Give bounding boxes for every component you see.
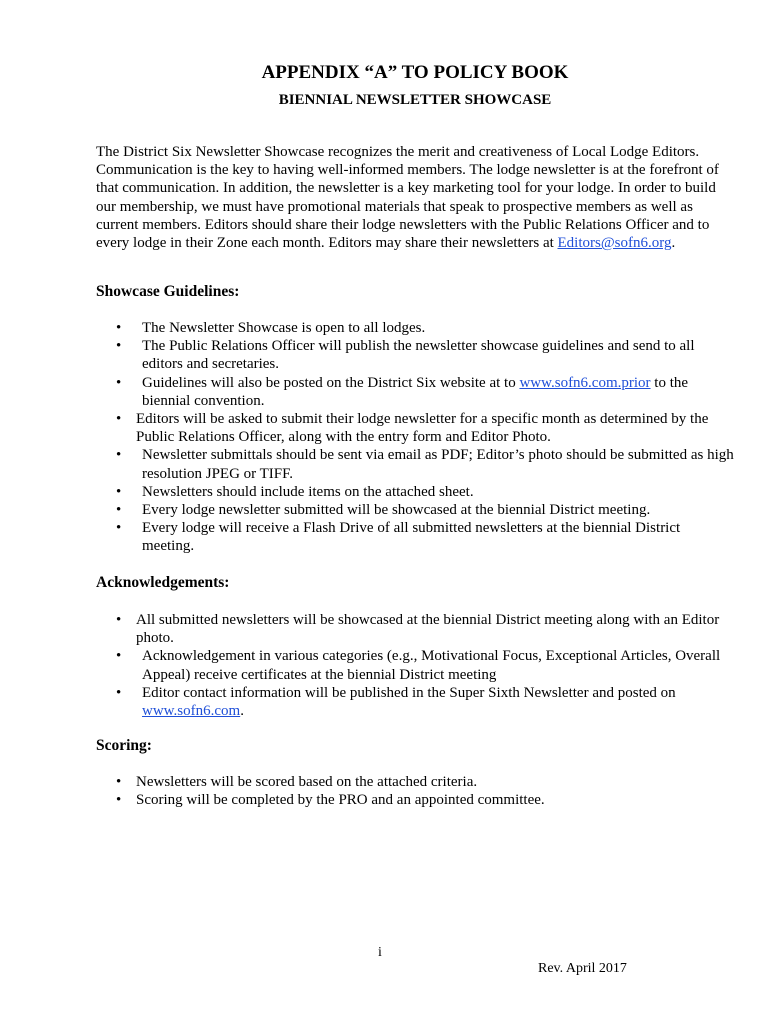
- document-subtitle: BIENNIAL NEWSLETTER SHOWCASE: [278, 92, 552, 108]
- document-title: APPENDIX “A” TO POLICY BOOK: [261, 62, 569, 83]
- list-item-text: Guidelines will also be posted on the District Six website at to: [142, 374, 520, 391]
- list-item: • Newsletters will be scored based on the attached criteria.: [110, 773, 735, 791]
- list-item-text: Editor contact information will be published in the Super Sixth Newsletter and posted on: [142, 684, 676, 701]
- guidelines-list: [110, 319, 735, 556]
- list-item: [110, 374, 735, 410]
- list-item: • Every lodge newsletter submitted will be showcased at the biennial District meeting.: [110, 501, 735, 519]
- website-prior-link[interactable]: www.sofn6.com.prior: [519, 374, 651, 391]
- website-link[interactable]: www.sofn6.com: [142, 703, 241, 720]
- list-item-tail: to the biennial convention.: [142, 374, 689, 409]
- list-item-end: .: [240, 703, 244, 720]
- scoring-list: [110, 773, 735, 809]
- scoring-heading: Scoring:: [96, 737, 152, 754]
- guidelines-heading: Showcase Guidelines:: [96, 283, 240, 300]
- page-number: i: [378, 945, 382, 960]
- list-item: [110, 684, 735, 720]
- revision-date: Rev. April 2017: [538, 961, 627, 976]
- list-item: • All submitted newsletters will be showcased at the biennial District meeting along with an Editor photo.: [110, 611, 735, 647]
- list-item: • The Newsletter Showcase is open to all lodges.: [110, 319, 735, 337]
- list-item: • Scoring will be completed by the PRO and an appointed committee.: [110, 791, 735, 809]
- list-item: • Every lodge will receive a Flash Drive of all submitted newsletters at the biennial District meeting.: [110, 519, 735, 555]
- list-item: • Newsletter submittals should be sent via email as PDF; Editor’s photo should be submitted as high resolution JPEG or TIFF.: [110, 446, 735, 482]
- intro-text: The District Six Newsletter Showcase recognizes the merit and creativeness of Local Lodge Editors. Communication is the key to having well-informed members. The lodge newsletter is at the forefront of that communication. In addition, the newsletter is a key marketing tool for your lodge. In order to build our membership, we must have promotional materials that speak to prospective members as well as current members. Editors should share their lodge newsletters with the Public Relations Officer and to every lodge in their Zone each month. Editors may share their newsletters at: [96, 144, 719, 252]
- list-item: • Newsletters should include items on the attached sheet.: [110, 483, 735, 501]
- editors-email-link[interactable]: Editors@sofn6.org: [557, 235, 672, 252]
- intro-paragraph: [96, 143, 730, 252]
- list-item: • Editors will be asked to submit their lodge newsletter for a specific month as determined by the Public Relations Officer, along with the entry form and Editor Photo.: [110, 410, 735, 446]
- intro-end: .: [671, 235, 676, 252]
- list-item: • The Public Relations Officer will publish the newsletter showcase guidelines and send to all editors and secretaries.: [110, 337, 735, 373]
- acknowledgements-heading: Acknowledgements:: [96, 574, 230, 591]
- acknowledgements-list: [110, 611, 735, 720]
- list-item: • Acknowledgement in various categories (e.g., Motivational Focus, Exceptional Articles, Overall Appeal) receive certificates at the biennial District meeting: [110, 647, 735, 683]
